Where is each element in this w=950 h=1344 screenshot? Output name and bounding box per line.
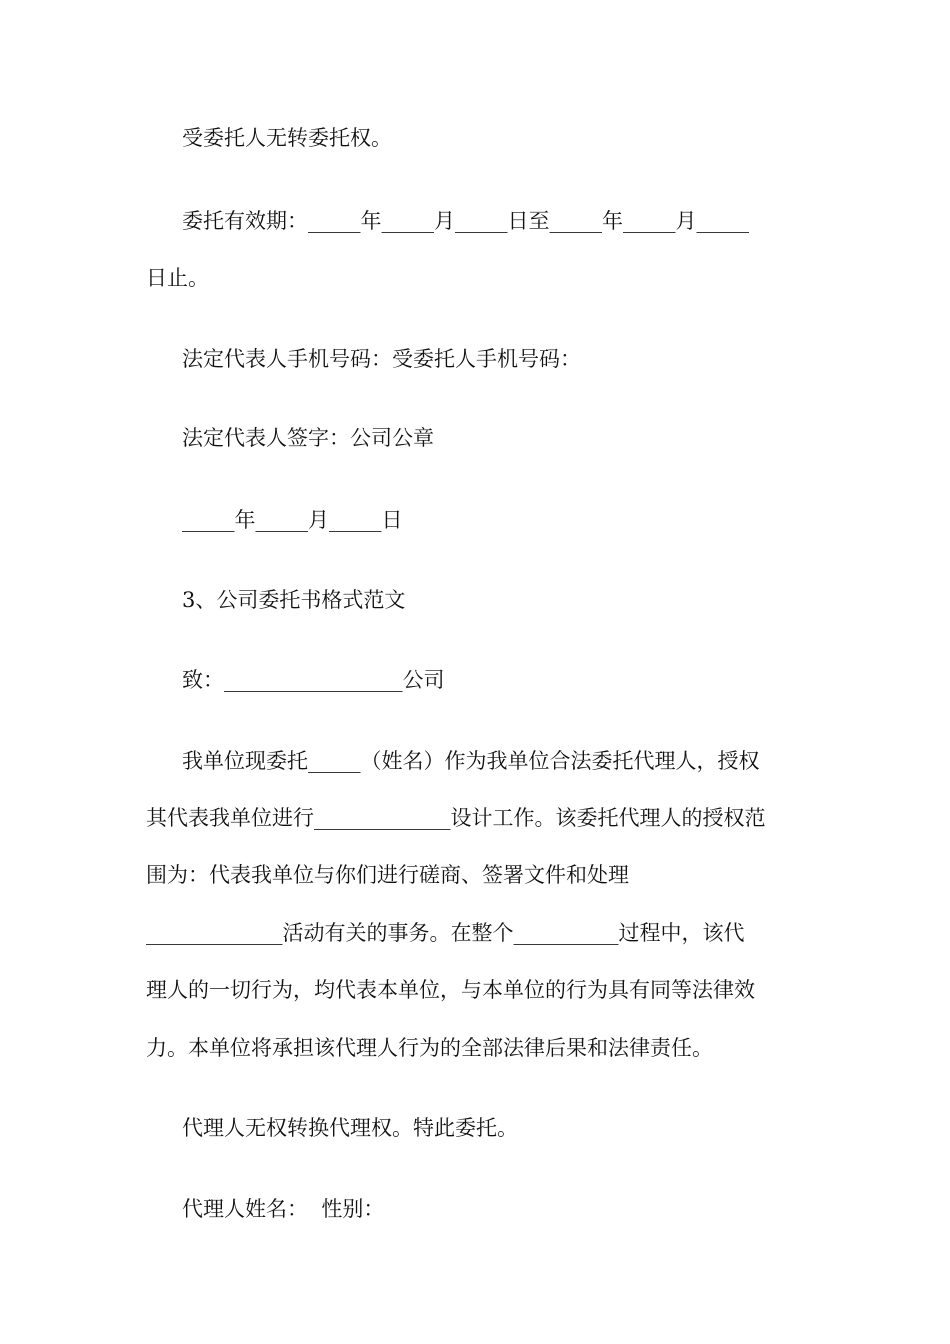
no-transfer-line: 代理人无权转换代理权。特此委托。 <box>182 1116 518 1140</box>
body-line: 我单位现委托_____（姓名）作为我单位合法委托代理人，授权 <box>182 749 760 773</box>
section-heading: 3、公司委托书格式范文 <box>182 588 406 612</box>
agent-info-line: 代理人姓名： 性别： <box>182 1197 385 1221</box>
addressee-line: 致：_________________公司 <box>182 668 445 692</box>
signature-seal-line: 法定代表人签字：公司公章 <box>182 426 434 450</box>
body-line: 力。本单位将承担该代理人行为的全部法律后果和法律责任。 <box>146 1036 713 1060</box>
body-line: 理人的一切行为，均代表本单位，与本单位的行为具有同等法律效 <box>146 978 755 1002</box>
paragraph-validity-period: 委托有效期：_____年_____月_____日至_____年_____月_____ <box>182 209 749 233</box>
paragraph-validity-period-end: 日止。 <box>146 266 209 290</box>
body-line: _____________活动有关的事务。在整个__________过程中，该代 <box>146 921 745 945</box>
date-line: _____年_____月_____日 <box>182 508 403 532</box>
body-line: 其代表我单位进行_____________设计工作。该委托代理人的授权范 <box>146 806 766 830</box>
body-line: 围为：代表我单位与你们进行磋商、签署文件和处理 <box>146 863 629 887</box>
paragraph-no-subdelegation: 受委托人无转委托权。 <box>182 126 392 150</box>
phone-numbers-line: 法定代表人手机号码：受委托人手机号码： <box>182 347 581 371</box>
